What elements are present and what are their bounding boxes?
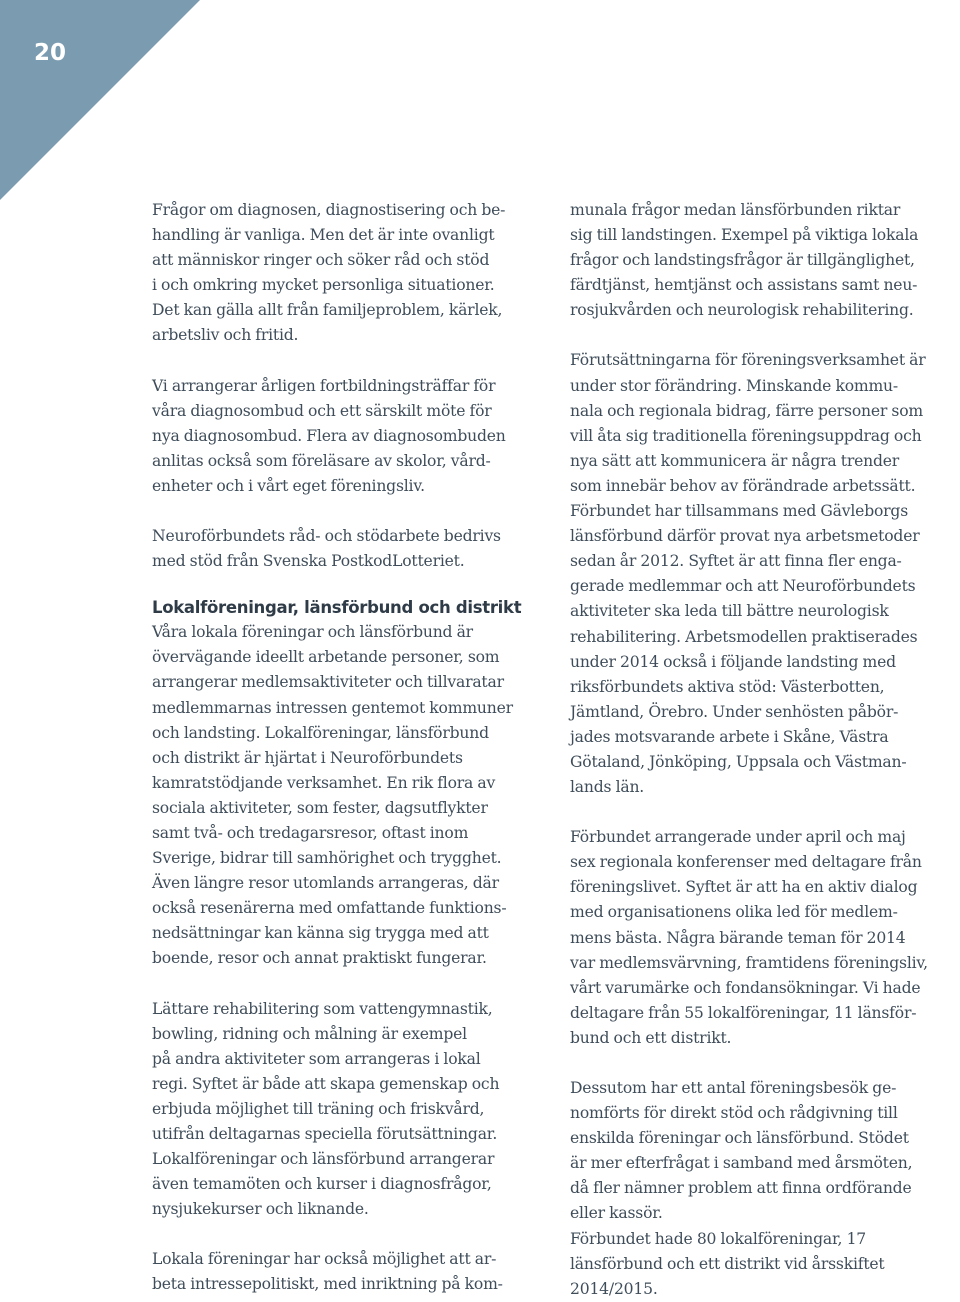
- left-column: [152, 198, 552, 1298]
- page-corner-tab: [0, 0, 200, 200]
- paragraph-local-associations: Våra lokala föreningar och länsförbund är övervägande ideellt arbetande personer, som arrangerar medlemsaktiviteter och tillvaratar medlemmarnas intressen gentemot kommuner och landsting. Lokalföreningar, länsförbund och distrikt är hjärtat i Neuroförbundets kamratstödjande verksamhet. En rik flora av sociala aktiviteter, som fester, dagsutflykter samt två- och tredagarsresor, oftast inom Sverige, bidrar till samhörighet och trygghet. Även längre resor utomlands arrangeras, där också resenärerna med omfattande funktions- nedsättningar kan känna sig trygga med att boende, resor och annat praktiskt fungerar.: [152, 623, 513, 968]
- paragraph-interest-politics: Lokala föreningar har också möjlighet att ar- beta intressepolitiskt, med inriktning på kom-: [152, 1250, 503, 1294]
- paragraph-diagnosis-questions: Frågor om diagnosen, diagnostisering och be- handling är vanliga. Men det är inte ovanligt att människor ringer och söker råd och stöd i och omkring mycket personliga situationer. Det kan gälla allt från familjeproblem, kärlek, arbetsliv och fritid.: [152, 201, 506, 345]
- paragraph-rehabilitation: Lättare rehabilitering som vattengymnastik, bowling, ridning och målning är exempel på andra aktiviteter som arrangeras i lokal regi. Syftet är både att skapa gemenskap och erbjuda möjlighet till träning och friskvård, utifrån deltagarnas speciella förutsättningar. Lokalföreningar och länsförbund arrangerar även temamöten och kurser i diagnosfrågor, nysjukekurser och liknande.: [152, 999, 500, 1219]
- page-number: 20: [34, 40, 67, 66]
- right-column: [570, 198, 960, 1302]
- paragraph-changing-conditions: Förutsättningarna för föreningsverksamhet är under stor förändring. Minskande kommu- nala och regionala bidrag, färre personer som vill åta sig traditionella föreningsuppdrag och nya sätt att kommunicera är några trender som innebär behov av förändrade arbetssätt. Förbundet har tillsammans med Gävleborgs länsförbund därför provat nya arbetsmetoder sedan år 2012. Syftet är att finna fler enga- gerade medlemmar och att Neuroförbundets aktiviteter ska leda till bättre neurologisk rehabilitering. Arbetsmodellen praktiserades under 2014 också i följande landsting med riksförbundets aktiva stöd: Västerbotten, Jämtland, Örebro. Under senhösten påbör- jades motsvarande arbete i Skåne, Västra Götaland, Jönköping, Uppsala och Västman- lands län.: [570, 351, 926, 797]
- corner-triangle: [0, 0, 200, 200]
- paragraph-municipal-issues: munala frågor medan länsförbunden riktar sig till landstingen. Exempel på viktiga lokala frågor och landstingsfrågor är tillgänglighet, färdtjänst, hemtjänst och assistans samt neu- rosjukvården och neurologisk rehabilitering.: [570, 201, 919, 320]
- paragraph-training-meetings: Vi arrangerar årligen fortbildningsträffar för våra diagnosombud och ett särskilt möte för nya diagnosombud. Flera av diagnosombuden anlitas också som föreläsare av skolor, vård- enheter och i vårt eget föreningsliv.: [152, 376, 506, 495]
- paragraph-regional-conferences: Förbundet arrangerade under april och maj sex regionala konferenser med deltagare från föreningslivet. Syftet är att ha en aktiv dialog med organisationens olika led för medlem- mens bästa. Några bärande teman för 2014 var medlemsvärvning, framtidens föreningsliv, vårt varumärke och fondansökningar. Vi hade deltagare från 55 lokalföreningar, 11 länsför- bund och ett distrikt.: [570, 828, 928, 1047]
- section-heading-local-associations: Lokalföreningar, länsförbund och distrikt: [152, 598, 522, 618]
- paragraph-association-visits: Dessutom har ett antal föreningsbesök ge- nomförts för direkt stöd och rådgivning till enskilda föreningar och länsförbund. Stödet är mer efterfrågat i samband med årsmöten, då fler nämner problem att finna ordförande eller kassör. Förbundet hade 80 lokalföreningar, 17 länsförbund och ett distrikt vid årsskiftet 2014/2015.: [570, 1079, 913, 1298]
- paragraph-postkodlotteriet: Neuroförbundets råd- och stödarbete bedrivs med stöd från Svenska PostkodLotteriet.: [152, 527, 501, 571]
